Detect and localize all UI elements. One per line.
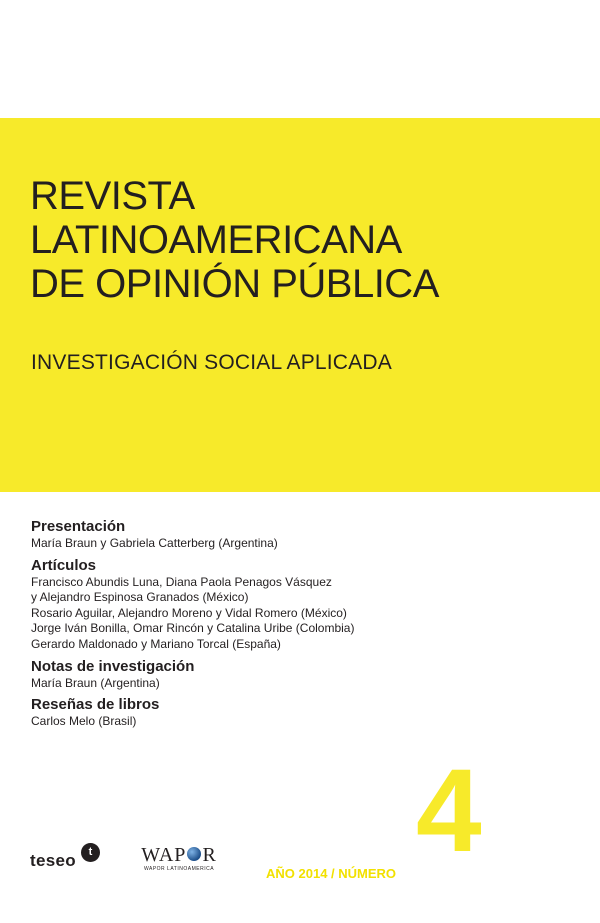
title-line-3: DE OPINIÓN PÚBLICA — [30, 262, 439, 306]
author-line: Gerardo Maldonado y Mariano Torcal (España) — [31, 636, 281, 651]
author-line: y Alejandro Espinosa Granados (México) — [31, 590, 249, 605]
issue-number: 4 — [416, 745, 482, 877]
section-heading: Presentación — [31, 518, 126, 535]
section-presentacion — [31, 517, 431, 552]
author-line: María Braun (Argentina) — [31, 675, 160, 690]
title-line-2: LATINOAMERICANA — [30, 218, 402, 262]
section-heading: Reseñas de libros — [31, 696, 160, 714]
section-heading: Artículos — [31, 556, 97, 574]
table-of-contents — [31, 517, 431, 734]
author-line: Francisco Abundis Luna, Diana Paola Penagos Vásquez — [31, 574, 332, 589]
teseo-logo-icon: t — [81, 843, 100, 862]
section-heading: Notas de investigación — [31, 657, 195, 675]
author-line: Carlos Melo (Brasil) — [31, 714, 137, 729]
wapor-subtitle: WAPOR LATINOAMERICA — [143, 866, 215, 872]
section-notas — [31, 657, 431, 692]
title-line-1: REVISTA — [30, 174, 195, 218]
journal-title — [30, 174, 590, 306]
journal-subtitle: INVESTIGACIÓN SOCIAL APLICADA — [31, 351, 392, 374]
section-resenas — [31, 695, 431, 730]
teseo-wordmark: teseo — [30, 851, 76, 870]
wapor-wordmark-left: WAP — [141, 844, 187, 866]
section-articulos — [31, 556, 431, 653]
globe-icon — [187, 847, 201, 861]
issue-label: AÑO 2014 / NÚMERO — [266, 866, 397, 881]
author-line: Jorge Iván Bonilla, Omar Rincón y Catalina Uribe (Colombia) — [31, 621, 355, 636]
author-line: María Braun y Gabriela Catterberg (Argentina) — [31, 536, 278, 550]
wapor-logo — [124, 844, 234, 873]
wapor-wordmark-right: R — [202, 844, 217, 866]
teseo-logo — [30, 846, 100, 876]
author-line: Rosario Aguilar, Alejandro Moreno y Vidal Romero (México) — [31, 605, 347, 620]
